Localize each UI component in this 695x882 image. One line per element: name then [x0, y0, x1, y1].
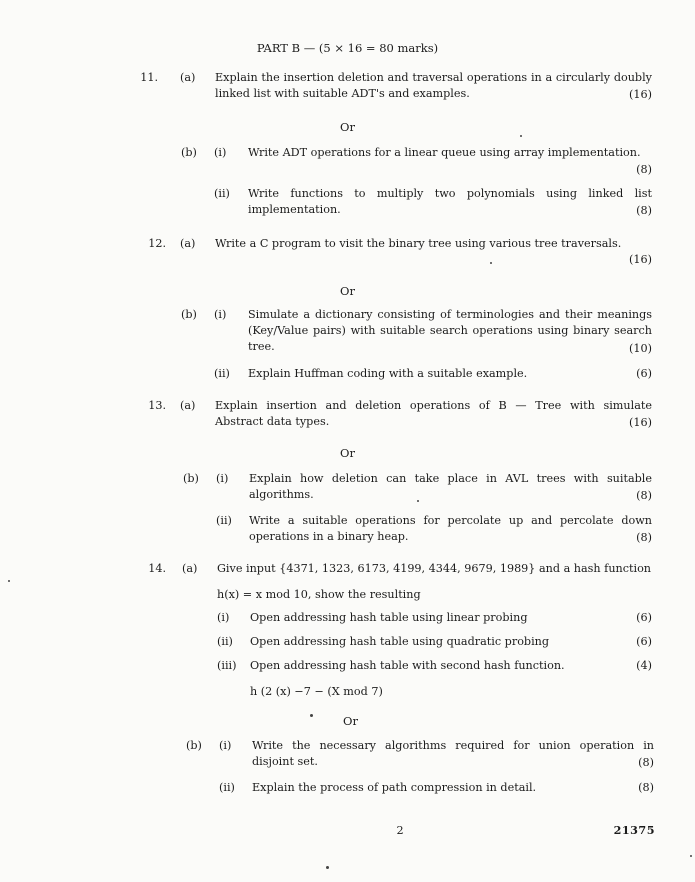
q14-part-b-label: (b) [186, 739, 202, 752]
scan-speck [8, 580, 10, 582]
scan-speck [690, 855, 692, 857]
q11-b-ii-label: (ii) [214, 187, 230, 200]
q14-a-i-text: Open addressing hash table using linear probing [250, 611, 528, 624]
or-separator: Or [340, 446, 355, 460]
q13-part-a-label: (a) [180, 399, 196, 412]
scan-speck [326, 866, 329, 869]
question-number-13: 13. [148, 399, 166, 412]
q13-b-ii-marks: (8) [636, 531, 652, 544]
q14-b-i-label: (i) [219, 739, 232, 752]
or-separator: Or [340, 284, 355, 298]
q13-b-i-marks: (8) [636, 489, 652, 502]
q12-part-a-marks: (16) [629, 253, 652, 266]
q13-b-i-text: Explain how deletion can take place in AVL trees with suitable algorithms. [249, 472, 652, 501]
q14-b-ii-text: Explain the process of path compression in detail. [252, 781, 537, 794]
q14-b-ii-label: (ii) [219, 781, 235, 794]
q14-a-i-marks: (6) [636, 611, 652, 624]
q12-part-a-label: (a) [180, 237, 196, 250]
q12-b-ii-text: Explain Huffman coding with a suitable example. [248, 367, 528, 380]
q14-part-a-text: Give input {4371, 1323, 6173, 4199, 4344, 9679, 1989} and a hash function [217, 562, 652, 575]
q13-b-ii-text: Write a suitable operations for percolate up and percolate down operations in a binary heap. [249, 514, 652, 543]
q12-part-b-label: (b) [181, 308, 197, 321]
q13-b-ii-label: (ii) [216, 514, 232, 527]
q14-a-iii-label: (iii) [217, 659, 237, 672]
scan-speck [490, 262, 492, 264]
q14-b-ii-marks: (8) [638, 781, 654, 794]
q11-b-ii-marks: (8) [636, 204, 652, 217]
q14-a-iii-marks: (4) [636, 659, 652, 672]
q14-a-i-label: (i) [217, 611, 230, 624]
or-separator: Or [343, 714, 358, 728]
question-paper-code: 21375 [613, 823, 655, 837]
q13-b-i-label: (i) [216, 472, 229, 485]
q11-b-i-marks: (8) [636, 163, 652, 176]
part-b-heading: PART B — (5 × 16 = 80 marks) [256, 41, 439, 55]
q14-b-i-text: Write the necessary algorithms required for union operation in disjoint set. [252, 739, 654, 768]
question-number-14: 14. [148, 562, 166, 575]
q14-part-a-hash-function: h(x) = x mod 10, show the resulting [217, 588, 421, 601]
q14-a-iii-text: Open addressing hash table with second hash function. [250, 659, 565, 672]
q11-part-a-label: (a) [180, 71, 196, 84]
q13-part-a-text: Explain insertion and deletion operations of B — Tree with simulate Abstract data types. [215, 399, 652, 428]
page-number: 2 [396, 824, 404, 837]
question-number-11: 11. [140, 71, 158, 84]
q14-a-ii-text: Open addressing hash table using quadratic probing [250, 635, 550, 648]
q12-b-ii-marks: (6) [636, 367, 652, 380]
q13-part-b-label: (b) [183, 472, 199, 485]
scan-speck [310, 714, 313, 717]
q11-part-b-label: (b) [181, 146, 197, 159]
q13-part-a-marks: (16) [629, 416, 652, 429]
q11-b-ii-text: Write functions to multiply two polynomials using linked list implementation. [248, 187, 652, 216]
q14-part-a-label: (a) [182, 562, 198, 575]
q11-b-i-text: Write ADT operations for a linear queue using array implementation. [248, 146, 641, 159]
q14-a-second-hash-formula: h (2 (x) −7 − (X mod 7) [250, 685, 383, 698]
q12-b-i-label: (i) [214, 308, 227, 321]
q11-part-a-marks: (16) [629, 88, 652, 101]
scan-speck [417, 500, 419, 502]
q11-part-a-text: Explain the insertion deletion and traversal operations in a circularly doubly linked list with suitable ADT's and examples. [215, 71, 652, 100]
q14-a-ii-label: (ii) [217, 635, 233, 648]
q12-b-i-text: Simulate a dictionary consisting of terminologies and their meanings (Key/Value pairs) with suitable search operations using binary search tree. [248, 308, 652, 353]
or-separator: Or [340, 120, 355, 134]
q14-a-ii-marks: (6) [636, 635, 652, 648]
q11-b-i-label: (i) [214, 146, 227, 159]
question-number-12: 12. [148, 237, 166, 250]
q14-b-i-marks: (8) [638, 756, 654, 769]
scan-speck [520, 135, 522, 137]
q12-b-i-marks: (10) [629, 342, 652, 355]
q12-b-ii-label: (ii) [214, 367, 230, 380]
q12-part-a-text: Write a C program to visit the binary tree using various tree traversals. [215, 237, 622, 250]
